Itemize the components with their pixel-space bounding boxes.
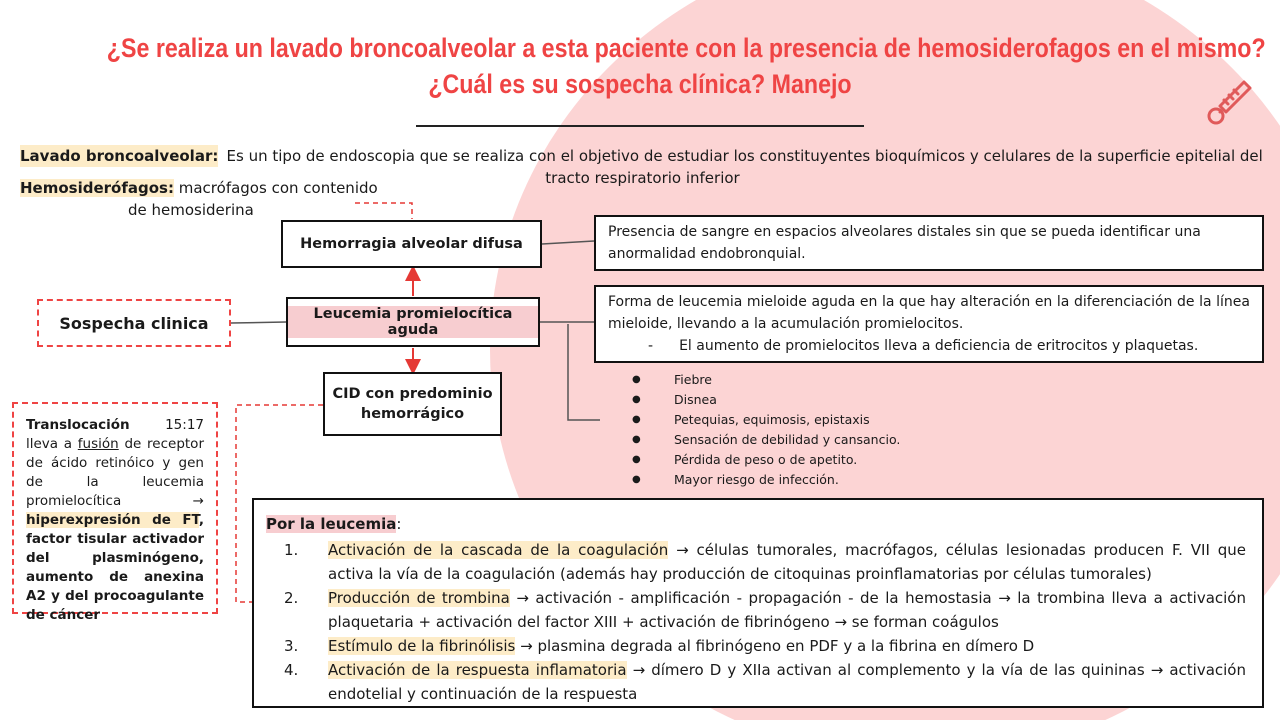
title-line-2: ¿Cuál es su sospecha clínica? Manejo (428, 69, 852, 99)
hemo-label: Hemosiderófagos: (20, 179, 174, 197)
hemorragia-box (281, 220, 542, 268)
item-highlight: Producción de trombina (328, 589, 510, 607)
list-item (266, 538, 1246, 586)
item-highlight: Activación de la respuesta inflamatoria (328, 661, 627, 679)
translocacion-text-1: 15:17 lleva a (26, 417, 204, 452)
por-la-leucemia-heading (266, 512, 1246, 536)
sospecha-label: Sospecha clinica (59, 313, 209, 333)
title-line-1: ¿Se realiza un lavado broncoalveolar a esta paciente con la presencia de hemosiderofagos en el mismo? (106, 33, 1266, 63)
leucemia-label: Leucemia promielocítica aguda (288, 306, 538, 338)
definition-hemosiderofagos (20, 177, 380, 221)
item-text: → dímero D y XIIa activan al complemento y la vía de las quininas → activación endotelial y continuación de la respuesta (328, 661, 1246, 703)
por-la-leucemia-box (252, 498, 1264, 708)
item-number: 4. (284, 661, 299, 679)
translocacion-box (12, 402, 218, 623)
item-text: → activación - amplificación - propagación - de la hemostasia → la trombina lleva a activación plaquetaria + activación del factor XIII + activación de fibrinógeno → se forman coágulos (328, 589, 1246, 631)
cid-box (323, 372, 502, 436)
leucemia-box (286, 297, 540, 347)
leucemia-dash-text: El aumento de promielocitos lleva a deficiencia de eritrocitos y plaquetas. (679, 338, 1199, 354)
lavado-text: Es un tipo de endoscopia que se realiza con el objetivo de estudiar los constituyentes bioquímicos y celulares de la superficie epitelial del tracto respiratorio inferior (226, 147, 1263, 187)
hemo-text-2: de hemosiderina (128, 201, 254, 219)
hemorragia-definition: Presencia de sangre en espacios alveolares distales sin que se pueda identificar una anormalidad endobronquial. (608, 224, 1201, 262)
leucemia-definition: Forma de leucemia mieloide aguda en la que hay alteración en la diferenciación de la línea mieloide, llevando a la acumulación promielocitos. (608, 294, 1250, 332)
translocacion-text-2: de receptor de ácido retinóico y gen de la leucemia promielocítica → (26, 436, 204, 509)
hemorragia-definition-box (594, 215, 1264, 271)
list-item: ● Disnea (628, 390, 900, 410)
list-item: ● Sensación de debilidad y cansancio. (628, 430, 900, 450)
cid-label: CID con predominio hemorrágico (332, 386, 493, 422)
item-text: → células tumorales, macrófagos, células lesionadas producen F. VII que activa la vía de la coagulación (además hay producción de citoquinas proinflamatorias por células tumorales) (328, 541, 1246, 583)
translocacion-fusion: fusión (77, 436, 119, 452)
symptoms-list (628, 370, 900, 490)
por-la-leucemia-colon: : (396, 515, 402, 533)
list-item: ● Fiebre (628, 370, 900, 390)
list-item: ● Petequias, equimosis, epistaxis (628, 410, 900, 430)
title-underline (416, 125, 864, 127)
list-item: ● Pérdida de peso o de apetito. (628, 450, 900, 470)
list-item (266, 634, 1246, 658)
por-la-leucemia-label: Por la leucemia (266, 515, 397, 533)
leucemia-definition-dash (608, 335, 1250, 357)
item-number: 1. (284, 541, 299, 559)
mechanism-list (266, 538, 1246, 706)
item-number: 3. (284, 637, 299, 655)
list-item (266, 586, 1246, 634)
thermometer-icon (1204, 76, 1256, 128)
leucemia-definition-box (594, 285, 1264, 363)
lavado-label: Lavado broncoalveolar: (20, 147, 219, 165)
hemorragia-label: Hemorragia alveolar difusa (300, 236, 523, 252)
item-number: 2. (284, 589, 299, 607)
translocacion-bold-2: , factor tisular activador del plasminógeno, aumento de anexina A2 y del procoagulante de cáncer (26, 512, 204, 623)
translocacion-label: Translocación (26, 417, 130, 433)
item-highlight: Estímulo de la fibrinólisis (328, 637, 516, 655)
item-highlight: Activación de la cascada de la coagulación (328, 541, 669, 559)
item-text: → plasmina degrada al fibrinógeno en PDF y a la fibrina en dímero D (515, 637, 1035, 655)
list-item: ● Mayor riesgo de infección. (628, 470, 900, 490)
translocacion-bold-1: hiperexpresión de FT (26, 512, 199, 528)
page-title (106, 30, 1266, 102)
list-item (266, 658, 1246, 706)
hemo-text-1: macrófagos con contenido (178, 179, 378, 197)
dash-mark: - (648, 338, 654, 354)
sospecha-clinica-box (37, 299, 231, 347)
